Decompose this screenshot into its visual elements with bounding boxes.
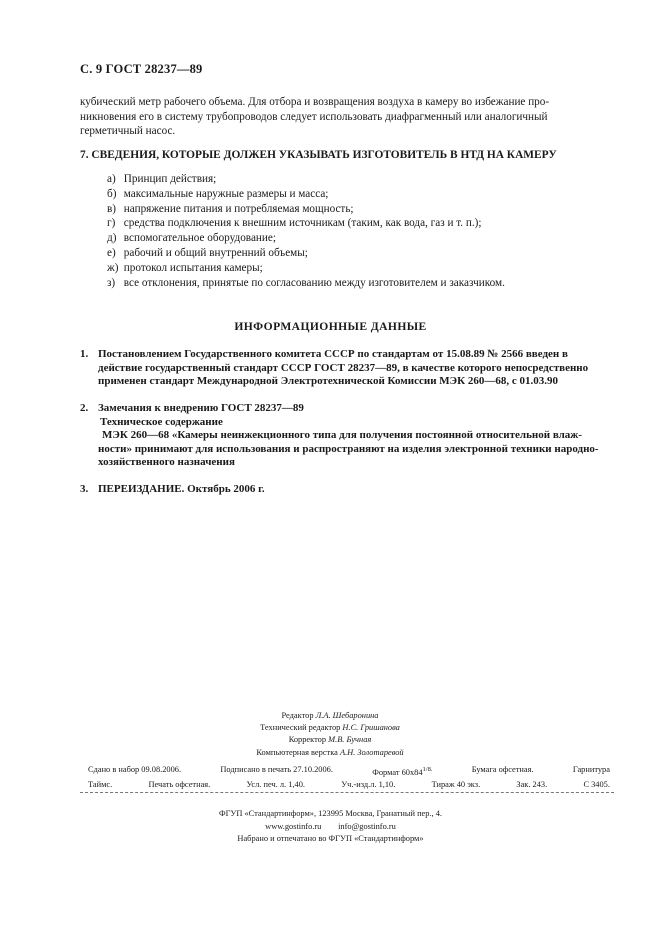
imprint-field: Усл. печ. л. 1,40. [246,779,305,789]
credit-line [210,710,450,722]
paragraph-line: герметичный насос. [80,125,176,138]
imprint-field: Бумага офсетная. [471,765,534,774]
credit-role: Редактор [281,711,314,720]
list-marker: а) [107,173,116,185]
list-marker: в) [107,202,117,215]
item-number: 3. [80,483,89,495]
item-line: действие государственный стандарт СССР ГОСТ 28237—89, в качестве которого непосредственно [98,361,589,374]
list-item-text: все отклонения, принятые по согласованию между изготовителем и заказчиком. [123,276,505,289]
credit-line [210,734,450,746]
editorial-credits [210,710,450,759]
item-body [98,348,614,389]
imprint-field: Таймс. [88,779,113,789]
item-body [98,483,614,497]
list-item [107,172,505,187]
list-item [107,246,505,261]
list-item-text: максимальные наружные размеры и масса; [123,187,329,200]
list-item-text: вспомогательное оборудование; [123,232,276,245]
list-marker: ж) [107,261,119,274]
publisher-info [0,808,661,846]
item-line: хозяйственного назначения [98,456,235,469]
paragraph-line: никновения его в систему трубопроводов следует использовать диафрагменный или аналогичный [80,110,548,123]
credit-name: М.В. Бучная [328,735,372,745]
credit-line [210,747,450,759]
publisher-web: www.gostinfo.ru info@gostinfo.ru [265,821,396,831]
credit-name: Л.А. Шебаронина [315,711,379,720]
imprint-field [372,764,432,779]
info-item-1 [80,348,614,389]
list-item-text: Принцип действия; [123,173,217,185]
imprint-field: Уч.-изд.л. 1,10. [341,779,396,789]
section-7-title: 7. СВЕДЕНИЯ, КОТОРЫЕ ДОЛЖЕН УКАЗЫВАТЬ ИЗГОТОВИТЕЛЬ В НТД НА КАМЕРУ [80,149,557,161]
item-line: применен стандарт Международной Электротехнической Комиссии МЭК 260—68, с 01.03.90 [98,375,558,388]
list-marker: б) [107,187,117,200]
list-item [107,202,505,217]
format-text: Формат 60х84 [372,767,423,777]
imprint-row [88,779,610,791]
list-item [107,187,505,202]
list-item [107,216,505,231]
list-item-text: рабочий и общий внутренний объемы; [123,246,308,259]
item-subtitle: Техническое содержание [100,415,223,428]
credit-line [210,722,450,734]
continuation-paragraph [80,95,614,139]
list-item-text: протокол испытания камеры; [123,261,263,274]
divider-line [80,792,614,793]
print-imprint [88,764,610,791]
list-marker: е) [107,246,116,259]
list-item-text: средства подключения к внешним источникам (таким, как вода, газ и т. п.); [123,217,482,230]
list-marker: г) [107,217,116,230]
format-fraction: 1/8. [422,766,433,773]
list-item-text: напряжение питания и потребляемая мощность; [123,202,354,215]
item-body [98,402,614,470]
item-line: Постановлением Государственного комитета СССР по стандартам от 15.08.89 № 2566 введен в [98,348,568,360]
credit-role: Компьютерная верстка [256,747,338,757]
item-title: Замечания к внедрению ГОСТ 28237—89 [98,402,304,414]
imprint-field: Печать офсетная. [148,779,211,789]
info-item-2 [80,402,614,470]
imprint-field: Зак. 243. [516,779,548,789]
paragraph-line: кубический метр рабочего объема. Для отбора и возвращения воздуха в камеру во избежание про- [80,96,550,108]
list-marker: д) [107,232,117,245]
item-line: ПЕРЕИЗДАНИЕ. Октябрь 2006 г. [98,483,265,495]
item-number: 2. [80,402,89,414]
imprint-field: Подписано в печать 27.10.2006. [220,765,333,774]
list-marker: з) [107,276,116,289]
publisher-address: ФГУП «Стандартинформ», 123995 Москва, Гранатный пер., 4. [218,809,443,818]
credit-role: Технический редактор [260,723,341,733]
item-line: ности» принимают для использования и распространяют на изделия электронной техники народно- [98,442,599,455]
imprint-field: Гарнитура [572,765,610,774]
imprint-field: Тираж 40 экз. [431,779,481,789]
item-line: МЭК 260—68 «Камеры неинжекционного типа для получения постоянной относительной влаж- [102,429,582,442]
section-7-list [107,172,505,290]
list-item [107,276,505,291]
credit-name: Н.С. Гришанова [342,723,400,733]
publisher-printed: Набрано и отпечатано во ФГУП «Стандартинформ» [237,834,424,844]
list-item [107,261,505,276]
imprint-field: С 3405. [583,779,610,789]
imprint-row [88,764,610,779]
info-item-3 [80,483,614,497]
page-header: С. 9 ГОСТ 28237—89 [80,62,203,76]
imprint-field: Сдано в набор 09.08.2006. [88,765,182,774]
credit-role: Корректор [288,735,327,745]
list-item [107,231,505,246]
info-section-title: ИНФОРМАЦИОННЫЕ ДАННЫЕ [234,320,427,333]
item-number: 1. [80,348,89,360]
credit-name: А.Н. Золотаревой [339,747,404,757]
